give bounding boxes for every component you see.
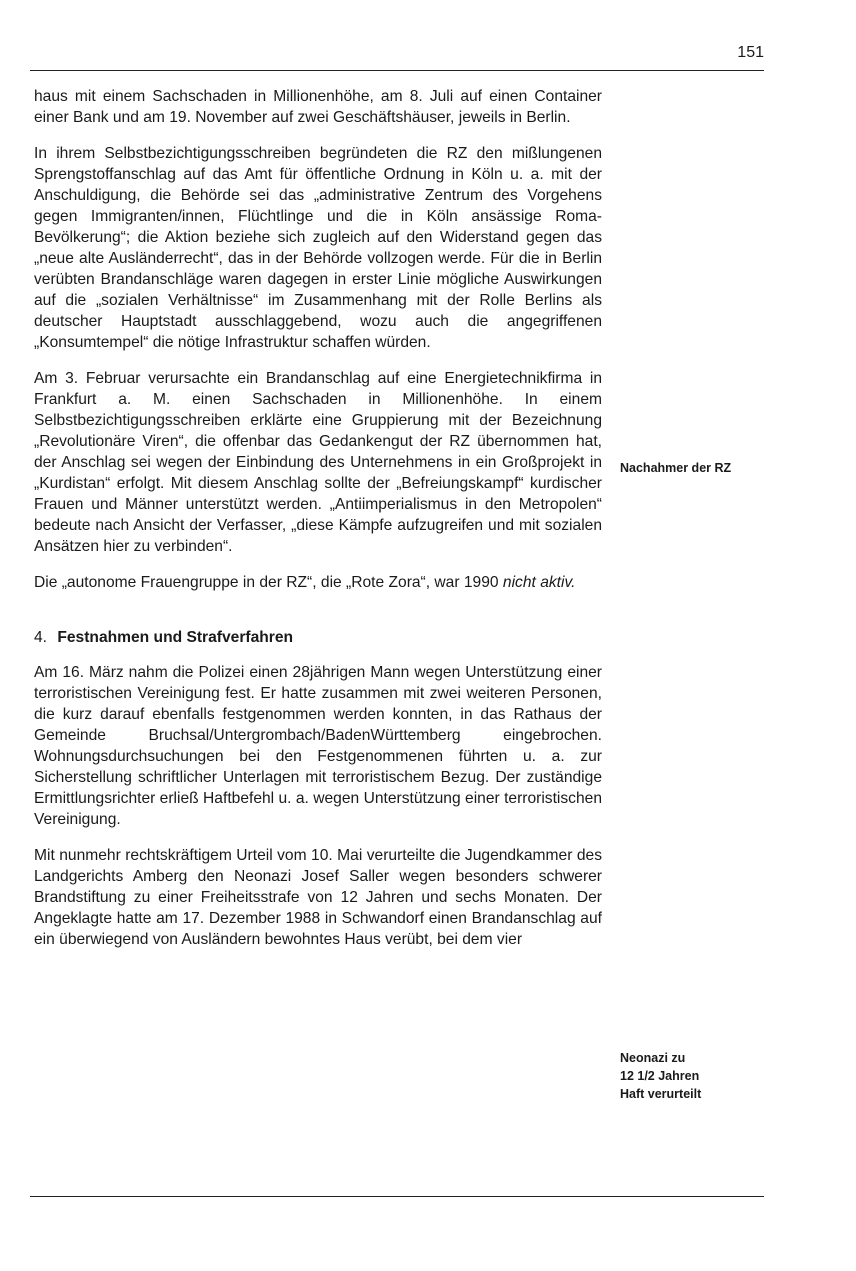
rote-zora-paragraph	[34, 572, 602, 593]
margin-note	[620, 1049, 770, 1103]
margin-note-line: 12 1/2 Jahren	[620, 1069, 700, 1083]
paragraph: haus mit einem Sachschaden in Millionenhöhe, am 8. Juli auf einen Container einer Bank und am 19. November auf zwei Geschäftshäuser, jeweils in Berlin.	[34, 88, 602, 126]
margin-note-line: Haft verurteilt	[620, 1087, 702, 1101]
section-number: 4.	[34, 629, 48, 646]
paragraph: Am 3. Februar verursachte ein Brandanschlag auf eine Energietechnikfirma in Frankfurt a. M. einen Sachschaden in Millionenhöhe. In einem Selbstbezichtigungsschreiben erklärte eine Gruppierung mit der Bezeichnung „Revolutionäre Viren“, die offenbar das Gedankengut der RZ übernommen hat, der Anschlag sei wegen der Einbindung des Unternehmens in ein Großprojekt in „Kurdistan“ erfolgt. Mit diesem Anschlag sollte der „Befreiungskampf“ kurdischer Frauen und Männer unterstützt werden. „Antiimperialismus in den Metropolen“ bedeute nach Ansicht der Verfasser, „diese Kämpfe aufzugreifen und mit sozialen Ansätzen hier zu verbinden“.	[34, 370, 602, 555]
paragraph-text: Die „autonome Frauengruppe in der RZ“, die „Rote Zora“, war 1990	[34, 574, 499, 591]
italic-text: nicht aktiv.	[502, 574, 576, 591]
section-title: Festnahmen und Strafverfahren	[57, 629, 294, 646]
header-rule	[30, 70, 764, 71]
paragraph: In ihrem Selbstbezichtigungsschreiben begründeten die RZ den mißlungenen Sprengstoffanschlag auf das Amt für öffentliche Ordnung in Köln u. a. mit der Anschuldigung, die Behörde sei das „administrative Zentrum des Vorgehens gegen Immigranten/innen, Flüchtlinge und die in Köln ansässige Roma-Bevölkerung“; die Aktion beziehe sich zugleich auf den Widerstand gegen das „neue alte Ausländerrecht“, das in der Behörde vollzogen werde. Für die in Berlin verübten Brandanschläge waren dagegen in erster Linie mögliche Auswirkungen auf die „sozialen Verhältnisse“ im Zusammenhang mit der Rolle Berlins als deutscher Hauptstadt ausschlaggebend, wozu auch die angegriffenen „Konsumtempel“ die nötige Infrastruktur schaffen würden.	[34, 145, 602, 351]
section-heading	[34, 627, 602, 648]
footer-rule	[30, 1196, 764, 1197]
paragraph: Mit nunmehr rechtskräftigem Urteil vom 10. Mai verurteilte die Jugendkammer des Landgerichts Amberg den Neonazi Josef Saller wegen besonders schwerer Brandstiftung zu einer Freiheitsstrafe von 12 Jahren und sechs Monaten. Der Angeklagte hatte am 17. Dezember 1988 in Schwandorf einen Brandanschlag auf ein überwiegend von Ausländern bewohntes Haus verübt, bei dem vier	[34, 847, 602, 948]
paragraph: Am 16. März nahm die Polizei einen 28jährigen Mann wegen Unterstützung einer terroristischen Vereinigung fest. Er hatte zusammen mit zwei weiteren Personen, die kurz darauf ebenfalls festgenommen werden konnten, in das Rathaus der Gemeinde Bruchsal/Untergrombach/BadenWürttemberg eingebrochen. Wohnungsdurchsuchungen bei den Festgenommenen führten u. a. zur Sicherstellung schriftlicher Unterlagen mit terroristischem Bezug. Der zuständige Ermittlungsrichter erließ Haftbefehl u. a. wegen Unterstützung einer terroristischen Vereinigung.	[34, 664, 602, 828]
page-number: 151	[737, 44, 764, 61]
main-text	[34, 86, 602, 965]
margin-note: Nachahmer der RZ	[620, 461, 732, 475]
margin-note-line: Neonazi zu	[620, 1051, 686, 1065]
